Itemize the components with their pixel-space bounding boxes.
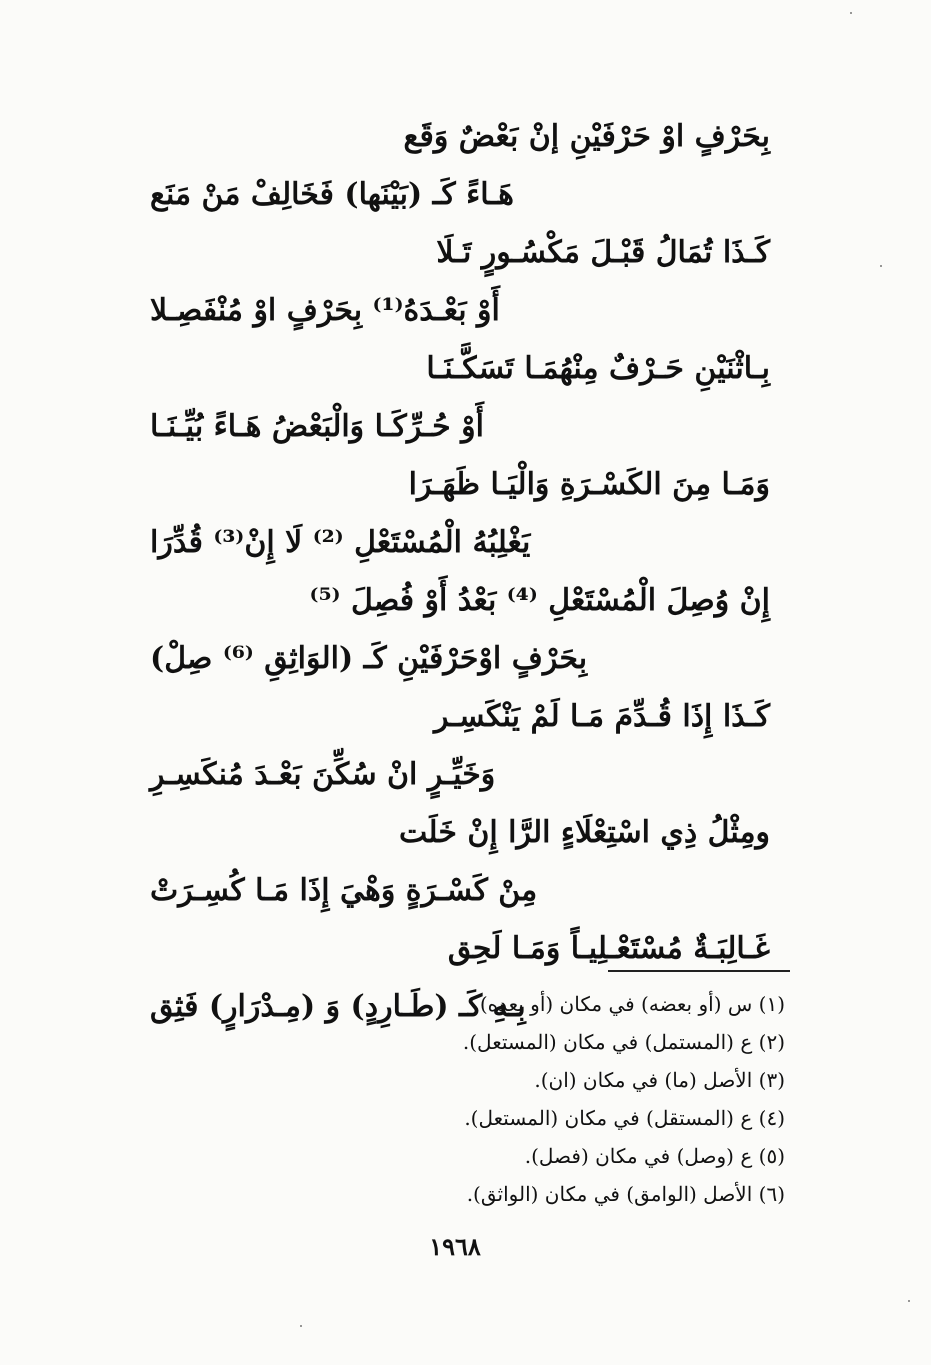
verse-line-12: وَخَيِّـرٍ انْ سُكِّنَ بَعْـدَ مُنكَسِـرِ [150, 757, 496, 792]
footnote-6: (٦) الأصل (الوامق) في مكان (الواثق). [466, 1182, 785, 1206]
verse-line-6: أَوْ حُـرِّكَـا وَالْبَعْضُ هَـاءً بُيِّـنَـا [150, 409, 484, 444]
verse-line-10: بِحَرْفٍ اوْحَرْفَيْنِ كَـ (الوَاثِقِ ⁽⁶⁾ صِلْ) [150, 641, 588, 676]
page-number: ١٩٦٨ [429, 1232, 481, 1261]
footnote-4: (٤) ع (المستقل) في مكان (المستعل). [464, 1106, 785, 1130]
footnote-divider [608, 970, 790, 972]
verse-line-9: إِنْ وُصِلَ الْمُسْتَعْلِ ⁽⁴⁾ بَعْدُ أَوْ فُصِلَ ⁽⁵⁾ [309, 583, 770, 618]
scan-speck [880, 265, 882, 267]
verse-line-5: بِـاثْنَيْنِ حَـرْفٌ مِنْهُمَـا تَسَكَّـنَـا [426, 351, 770, 386]
verse-line-13: ومِثْلُ ذِي اسْتِعْلَاءٍ الرَّا إِنْ خَلَت [398, 815, 770, 850]
verse-line-1: بِحَرْفٍ اوْ حَرْفَيْنِ إنْ بَعْضٌ وَقَع [403, 119, 770, 154]
footnote-2: (٢) ع (المستمل) في مكان (المستعل). [462, 1030, 785, 1054]
verse-line-14: مِنْ كَسْـرَةٍ وَهْيَ إِذَا مَـا كُسِـرَتْ [150, 873, 538, 908]
verse-line-8: يَغْلِبُهُ الْمُسْتَعْلِ ⁽²⁾ لَا إِنْ⁽³⁾ قُدِّرَا [150, 525, 531, 560]
scan-speck [300, 1325, 302, 1327]
footnotes [380, 985, 785, 1213]
verse-line-11: كَـذَا إِذَا قُـدِّمَ مَـا لَمْ يَنْكَسِـر [433, 699, 770, 734]
verse-line-2: هَـاءً كَـ (بَيْنَها) فَخَالِفْ مَنْ مَنَع [150, 177, 514, 212]
footnote-3: (٣) الأصل (ما) في مكان (ان). [534, 1068, 785, 1092]
verse-line-7: وَمَـا مِنَ الكَسْـرَةِ وَالْيَـا ظَهَـرَا [408, 467, 770, 502]
scan-speck [908, 1300, 910, 1302]
verse-line-3: كَـذَا تُمَالُ قَبْـلَ مَكْسُـورٍ تَـلَا [436, 235, 770, 270]
verse-line-4: أَوْ بَعْـدَهُ⁽¹⁾ بِحَرْفٍ اوْ مُنْفَصِـلا [150, 293, 500, 328]
footnote-5: (٥) ع (وصل) في مكان (فصل). [524, 1144, 785, 1168]
verse-line-16: بِـهِ كَـ (طَـارِدٍ) وَ (مِـدْرَارٍ) فَثِق [150, 989, 526, 1024]
verse-line-15: غَـالِبَـةٌ مُسْتَعْـلِيـاً وَمَـا لَحِق [447, 931, 770, 966]
footnote-1: (١) س (أو بعضه) في مكان (أو بعده). [473, 992, 785, 1016]
scan-speck [850, 12, 852, 14]
verse-block [150, 108, 770, 1036]
